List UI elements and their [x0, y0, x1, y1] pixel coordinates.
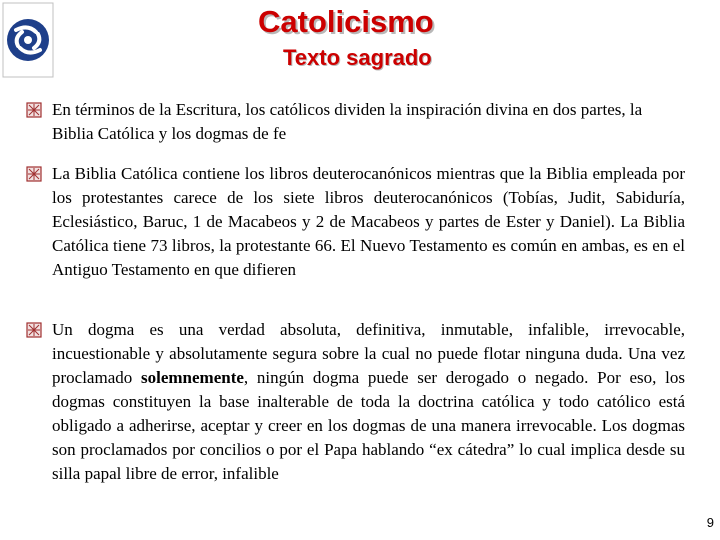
bullet-text-3-part-2: , ningún dogma puede ser derogado o negado. Por eso, los dogmas constituyen la base inalterable de toda la doctrina católica y todo católico está obligado a adherirse, aceptar y creer en los dogmas de una manera irrevocable. Los dogmas son proclamados por concilios o por el Papa hablando “ex cátedra” lo cual implica desde su silla papal libre de error, infalible	[52, 368, 685, 483]
bullet-text-3-bold: solemnemente	[141, 368, 244, 387]
bullet-text-3	[52, 318, 685, 486]
bullet-text-2: La Biblia Católica contiene los libros deuterocanónicos mientras que la Biblia empleada por los protestantes carece de los siete libros deuterocanónicos (Tobías, Judit, Sabiduría, Eclesiástico, Baruc, 1 de Macabeos y 2 de Macabeos y partes de Ester y Daniel). La Biblia Católica tiene 73 libros, la protestante 66. El Nuevo Testamento es común en ambas, es en el Antiguo Testamento en que difieren	[52, 164, 685, 279]
bullet-text-1: En términos de la Escritura, los católicos dividen la inspiración divina en dos partes, la Biblia Católica y los dogmas de fe	[52, 100, 643, 143]
bullet-text-3-part-1: Un dogma es una verdad absoluta, definitiva, inmutable, infalible, irrevocable, incuestionable y absolutamente segura sobre la cual no puede flotar ninguna duda. Una vez proclamado	[52, 320, 685, 387]
square-bullet-icon	[26, 102, 42, 118]
square-bullet-icon	[26, 166, 42, 182]
page-title: Catolicismo	[258, 4, 434, 39]
square-bullet-icon	[26, 322, 42, 338]
page-subtitle: Texto sagrado	[283, 45, 432, 70]
page-number: 9	[706, 515, 714, 530]
logo	[2, 2, 54, 78]
